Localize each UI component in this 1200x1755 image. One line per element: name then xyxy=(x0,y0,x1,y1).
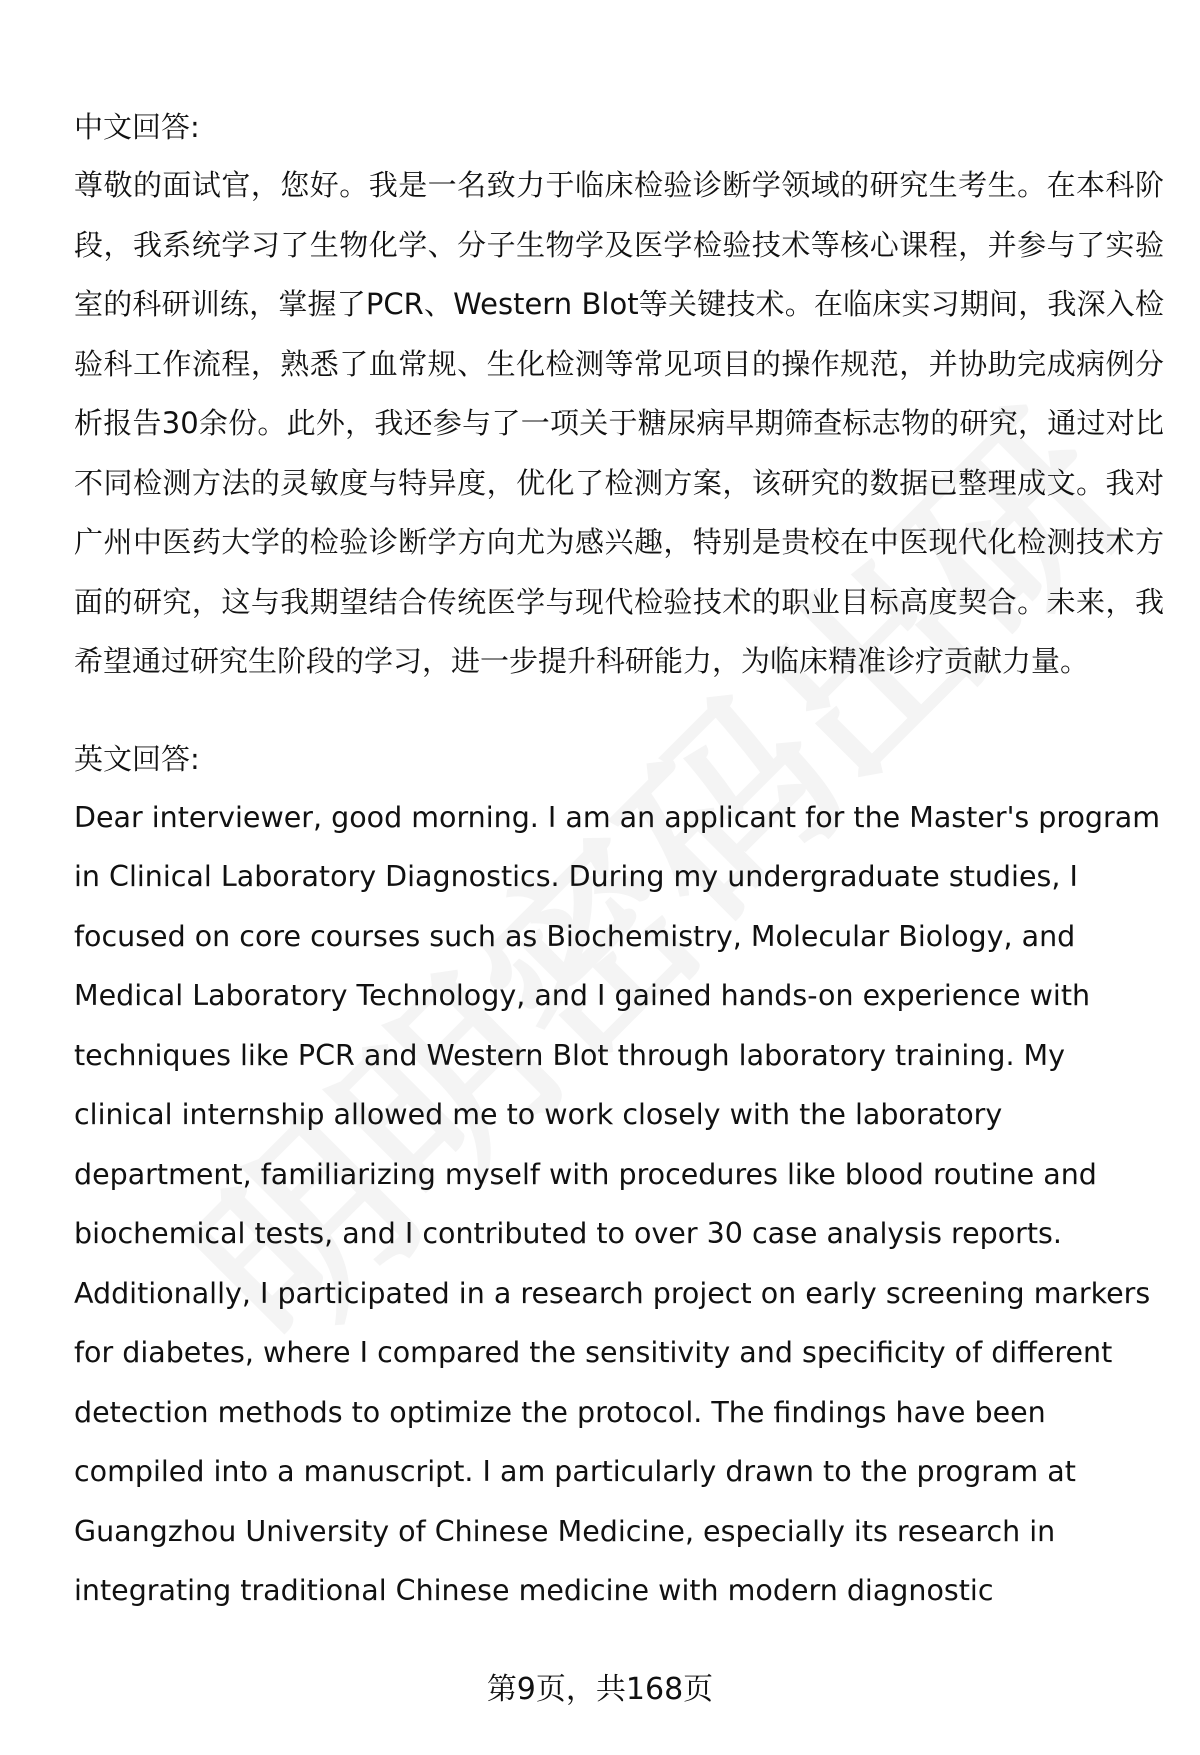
chinese-answer-body: 尊敬的面试官，您好。我是一名致力于临床检验诊断学领域的研究生考生。在本科阶段，我系统学习了生物化学、分子生物学及医学检验技术等核心课程，并参与了实验室的科研训练，掌握了PCR、Western Blot等关键技术。在临床实习期间，我深入检验科工作流程，熟悉了血常规、生化检测等常见项目的操作规范，并协助完成病例分析报告30余份。此外，我还参与了一项关于糖尿病早期筛查标志物的研究，通过对比不同检测方法的灵敏度与特异度，优化了检测方案，该研究的数据已整理成文。我对广州中医药大学的检验诊断学方向尤为感兴趣，特别是贵校在中医现代化检测技术方面的研究，这与我期望结合传统医学与现代检验技术的职业目标高度契合。未来，我希望通过研究生阶段的学习，进一步提升科研能力，为临床精准诊疗贡献力量。 xyxy=(74,168,1164,678)
page-content xyxy=(74,98,1164,1621)
english-answer-body: Dear interviewer, good morning. I am an applicant for the Master's program in Clinical Laboratory Diagnostics. During my undergraduate studies, I focused on core courses such as Biochemistry, Molecular Biology, and Medical Laboratory Technology, and I gained hands-on experience with techniques like PCR and Western Blot through laboratory training. My clinical internship allowed me to work closely with the laboratory department, familiarizing myself with procedures like blood routine and biochemical tests, and I contributed to over 30 case analysis reports. Additionally, I participated in a research project on early screening markers for diabetes, where I compared the sensitivity and specificity of different detection methods to optimize the protocol. The findings have been compiled into a manuscript. I am particularly drawn to the program at Guangzhou University of Chinese Medicine, especially its research in integrating traditional Chinese medicine with modern diagnostic xyxy=(74,800,1160,1607)
page-number-footer: 第9页，共168页 xyxy=(486,1672,714,1707)
chinese-answer-heading: 中文回答: xyxy=(74,110,200,144)
english-answer-heading: 英文回答: xyxy=(74,741,200,776)
section-spacer xyxy=(74,692,1164,730)
